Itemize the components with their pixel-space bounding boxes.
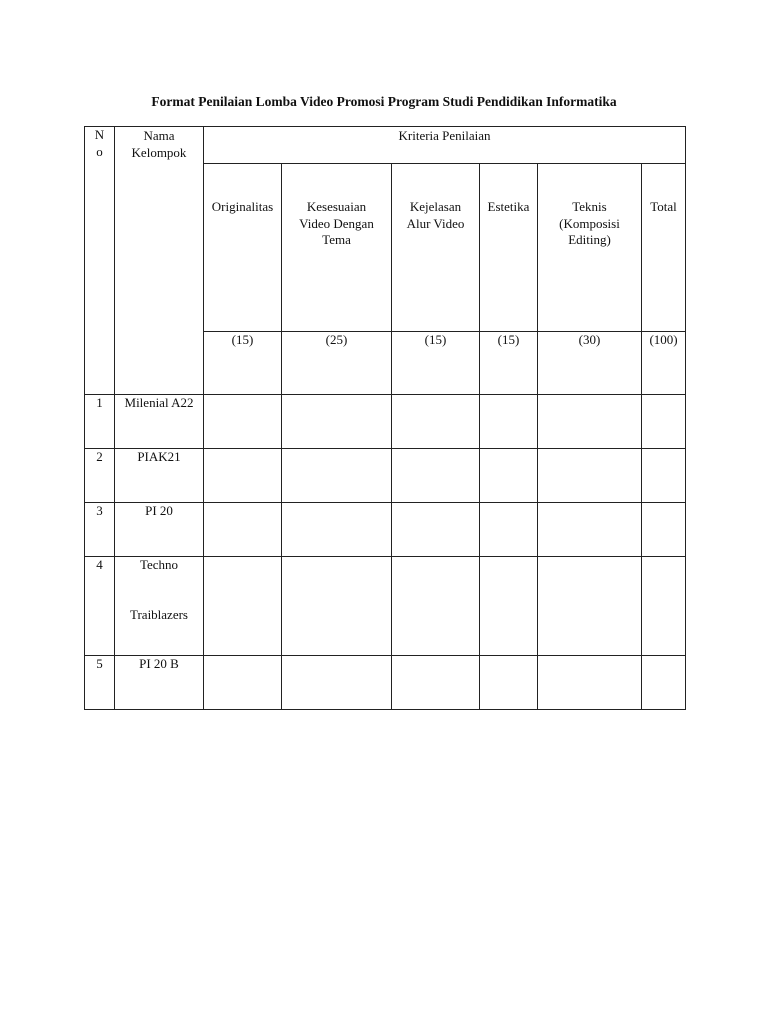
score-cell[interactable] xyxy=(480,503,538,557)
row-no-cell xyxy=(85,503,115,557)
row-no: 5 xyxy=(96,656,103,671)
score-cell[interactable] xyxy=(480,395,538,449)
score-cell[interactable] xyxy=(204,449,282,503)
score-cell[interactable] xyxy=(642,656,686,710)
row-nama: PI 20 xyxy=(145,503,173,518)
criteria-cell-total xyxy=(642,164,686,332)
score-cell[interactable] xyxy=(282,656,392,710)
header-nama-kelompok: Nama Kelompok xyxy=(131,128,187,160)
score-cell[interactable] xyxy=(538,503,642,557)
criteria-label: Kejelasan Alur Video xyxy=(406,199,465,231)
header-kriteria-cell xyxy=(204,127,686,164)
score-cell[interactable] xyxy=(642,557,686,656)
criteria-cell-kejelasan xyxy=(392,164,480,332)
score-cell[interactable] xyxy=(642,503,686,557)
weight-value: (15) xyxy=(231,332,254,347)
criteria-cell-teknis xyxy=(538,164,642,332)
table-row xyxy=(85,557,686,656)
row-no: 4 xyxy=(96,557,103,572)
row-no: 2 xyxy=(96,449,103,464)
weight-value: (15) xyxy=(424,332,447,347)
score-cell[interactable] xyxy=(480,449,538,503)
score-cell[interactable] xyxy=(480,656,538,710)
assessment-table xyxy=(84,126,686,710)
row-no: 3 xyxy=(96,503,103,518)
score-cell[interactable] xyxy=(204,395,282,449)
weight-value: (100) xyxy=(649,332,678,347)
score-cell[interactable] xyxy=(282,503,392,557)
row-no: 1 xyxy=(96,395,103,410)
score-cell[interactable] xyxy=(642,449,686,503)
row-nama: Milenial A22 xyxy=(124,395,194,410)
criteria-label: Teknis (Komposisi Editing) xyxy=(559,199,620,247)
weight-cell xyxy=(480,332,538,395)
score-cell[interactable] xyxy=(538,395,642,449)
score-cell[interactable] xyxy=(204,503,282,557)
weight-cell xyxy=(392,332,480,395)
score-cell[interactable] xyxy=(538,557,642,656)
table-row xyxy=(85,395,686,449)
score-cell[interactable] xyxy=(204,557,282,656)
score-cell[interactable] xyxy=(392,656,480,710)
row-no-cell xyxy=(85,656,115,710)
score-cell[interactable] xyxy=(392,557,480,656)
row-no-cell xyxy=(85,449,115,503)
score-cell[interactable] xyxy=(480,557,538,656)
table-row xyxy=(85,449,686,503)
weight-value: (15) xyxy=(497,332,520,347)
row-nama-cell xyxy=(115,557,204,656)
score-cell[interactable] xyxy=(204,656,282,710)
score-cell[interactable] xyxy=(642,395,686,449)
row-no-cell xyxy=(85,557,115,656)
score-cell[interactable] xyxy=(538,656,642,710)
weight-cell xyxy=(282,332,392,395)
criteria-cell-kesesuaian xyxy=(282,164,392,332)
criteria-label: Originalitas xyxy=(211,199,274,214)
criteria-label: Estetika xyxy=(487,199,530,214)
row-nama-cell xyxy=(115,395,204,449)
score-cell[interactable] xyxy=(392,395,480,449)
weight-cell xyxy=(204,332,282,395)
header-nama-cell xyxy=(115,127,204,395)
criteria-label: Total xyxy=(650,199,677,214)
criteria-label: Kesesuaian Video Dengan Tema xyxy=(299,199,374,247)
criteria-cell-originalitas xyxy=(204,164,282,332)
score-cell[interactable] xyxy=(392,449,480,503)
header-no-cell xyxy=(85,127,115,395)
row-no-cell xyxy=(85,395,115,449)
document-title: Format Penilaian Lomba Video Promosi Program Studi Pendidikan Informatika xyxy=(151,94,617,109)
table-row xyxy=(85,503,686,557)
row-nama-cell xyxy=(115,503,204,557)
row-nama-line1: Techno xyxy=(139,557,179,572)
weight-cell xyxy=(538,332,642,395)
weight-value: (30) xyxy=(578,332,601,347)
weight-cell xyxy=(642,332,686,395)
score-cell[interactable] xyxy=(282,449,392,503)
score-cell[interactable] xyxy=(282,557,392,656)
weight-value: (25) xyxy=(325,332,348,347)
criteria-cell-estetika xyxy=(480,164,538,332)
score-cell[interactable] xyxy=(282,395,392,449)
row-nama: PIAK21 xyxy=(137,449,181,464)
header-no: No xyxy=(94,127,105,159)
score-cell[interactable] xyxy=(538,449,642,503)
score-cell[interactable] xyxy=(392,503,480,557)
row-nama-cell xyxy=(115,449,204,503)
row-nama: PI 20 B xyxy=(139,656,179,671)
row-nama-line2: Traiblazers xyxy=(129,606,188,622)
header-kriteria-penilaian: Kriteria Penilaian xyxy=(398,128,491,143)
row-nama-cell xyxy=(115,656,204,710)
table-row xyxy=(85,656,686,710)
